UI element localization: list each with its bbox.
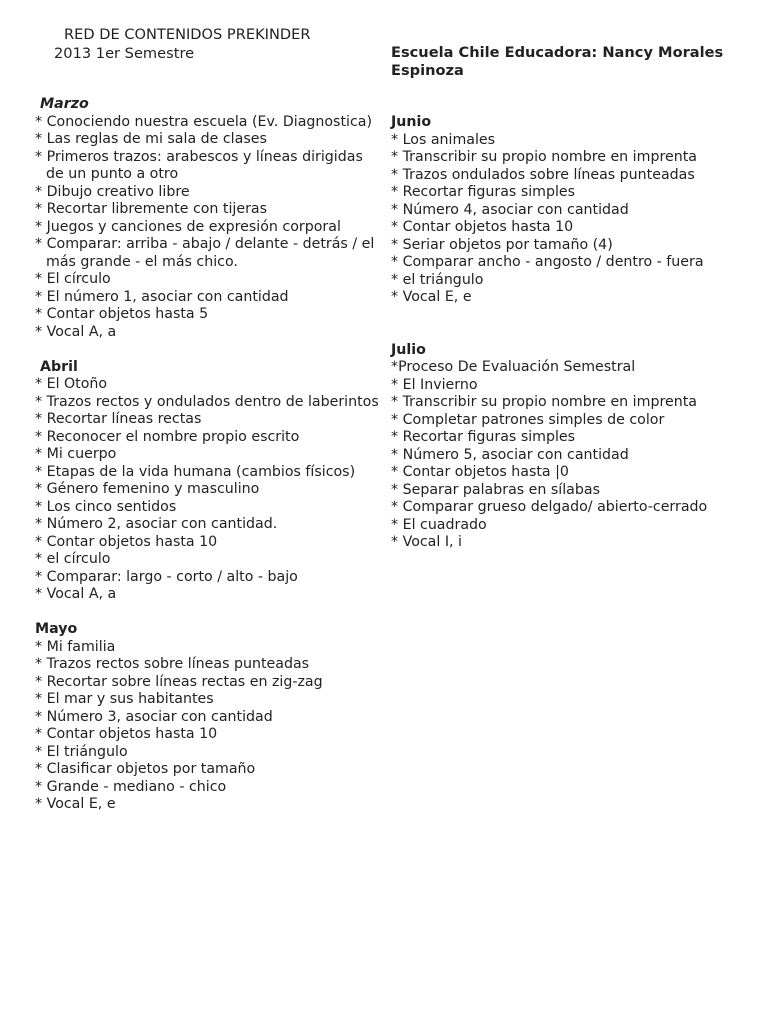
list-item: * Número 3, asociar con cantidad <box>35 708 273 725</box>
list-item: * Contar objetos hasta |0 <box>391 464 569 480</box>
list-item: * El cuadrado <box>391 516 487 533</box>
month-heading: Junio <box>391 114 432 130</box>
month-heading: Julio <box>391 341 426 358</box>
list-item: *Proceso De Evaluación Semestral <box>391 359 636 375</box>
list-item: * El mar y sus habitantes <box>35 691 214 707</box>
list-item: * Reconocer el nombre propio escrito <box>35 428 300 445</box>
month-section-junio <box>391 114 736 307</box>
list-item: * Etapas de la vida humana (cambios físicos) <box>35 463 356 480</box>
month-section-marzo <box>35 96 385 341</box>
list-item: * Género femenino y masculino <box>35 481 260 497</box>
list-item: * Recortar sobre líneas rectas en zig-zag <box>35 673 323 690</box>
list-item: * Juegos y canciones de expresión corporal <box>35 218 341 235</box>
month-heading: Mayo <box>35 621 78 637</box>
school-educator-header: Escuela Chile Educadora: Nancy Morales Espinoza <box>391 44 724 79</box>
list-item: * Completar patrones simples de color <box>391 411 665 428</box>
list-item: * El triángulo <box>35 743 128 760</box>
content-list <box>391 132 736 307</box>
month-heading: Abril <box>40 358 78 375</box>
content-list <box>35 376 385 604</box>
month-section-julio <box>391 342 736 552</box>
list-item: * el círculo <box>35 551 111 567</box>
list-item: * Vocal E, e <box>35 796 116 812</box>
list-item: * Vocal I, i <box>391 534 462 550</box>
list-item: * Separar palabras en sílabas <box>391 481 600 498</box>
list-item: * El círculo <box>35 271 111 287</box>
list-item: * Recortar figuras simples <box>391 429 576 445</box>
month-section-abril <box>35 359 385 604</box>
content-list <box>391 359 736 552</box>
list-item: * Clasificar objetos por tamaño <box>35 761 256 777</box>
list-item: * Seriar objetos por tamaño (4) <box>391 236 613 253</box>
list-item: * Comparar grueso delgado/ abierto-cerrado <box>391 499 708 515</box>
list-item: * Vocal A, a <box>35 323 117 340</box>
list-item: * Recortar libremente con tijeras <box>35 201 268 217</box>
month-heading: Marzo <box>40 96 89 112</box>
list-item: * Trazos ondulados sobre líneas punteadas <box>391 166 695 183</box>
left-column <box>35 96 385 831</box>
list-item: * El Invierno <box>391 376 478 393</box>
list-item: * Número 2, asociar con cantidad. <box>35 516 278 532</box>
list-item: * Vocal E, e <box>391 289 472 305</box>
document-title: RED DE CONTENIDOS PREKINDER <box>64 26 311 43</box>
list-item: * Grande - mediano - chico <box>35 778 227 795</box>
list-item: * Transcribir su propio nombre en imprenta <box>391 149 697 165</box>
list-item: * Trazos rectos y ondulados dentro de laberintos <box>35 393 379 410</box>
list-item: * Trazos rectos sobre líneas punteadas <box>35 656 310 672</box>
list-item: * Comparar ancho - angosto / dentro - fuera <box>391 254 704 270</box>
right-column <box>391 114 736 569</box>
list-item: * Transcribir su propio nombre en imprenta <box>391 394 697 410</box>
document-subtitle: 2013 1er Semestre <box>54 45 195 62</box>
list-item: * el triángulo <box>391 271 484 288</box>
list-item: * Número 4, asociar con cantidad <box>391 201 629 218</box>
list-item: * Contar objetos hasta 5 <box>35 306 209 322</box>
list-item: * Las reglas de mi sala de clases <box>35 131 267 147</box>
list-item: * Número 5, asociar con cantidad <box>391 446 629 463</box>
month-section-mayo <box>35 621 385 814</box>
list-item: * Dibujo creativo libre <box>35 183 190 200</box>
list-item: * Primeros trazos: arabescos y líneas dirigidas de un punto a otro <box>35 148 363 182</box>
list-item: * Contar objetos hasta 10 <box>35 533 218 550</box>
list-item: * Los animales <box>391 131 496 148</box>
list-item: * Comparar: largo - corto / alto - bajo <box>35 568 298 585</box>
list-item: * Contar objetos hasta 10 <box>35 726 218 742</box>
list-item: * Recortar figuras simples <box>391 184 576 200</box>
list-item: * Contar objetos hasta 10 <box>391 219 574 235</box>
list-item: * Comparar: arriba - abajo / delante - detrás / el más grande - el más chico. <box>35 236 375 270</box>
content-list <box>35 639 385 814</box>
list-item: * El número 1, asociar con cantidad <box>35 288 289 305</box>
list-item: * Vocal A, a <box>35 586 117 602</box>
list-item: * Conociendo nuestra escuela (Ev. Diagnostica) <box>35 113 372 130</box>
list-item: * El Otoño <box>35 376 108 392</box>
list-item: * Mi cuerpo <box>35 446 117 462</box>
list-item: * Los cinco sentidos <box>35 498 177 515</box>
list-item: * Recortar líneas rectas <box>35 411 202 427</box>
content-list <box>35 114 385 342</box>
list-item: * Mi familia <box>35 638 116 655</box>
